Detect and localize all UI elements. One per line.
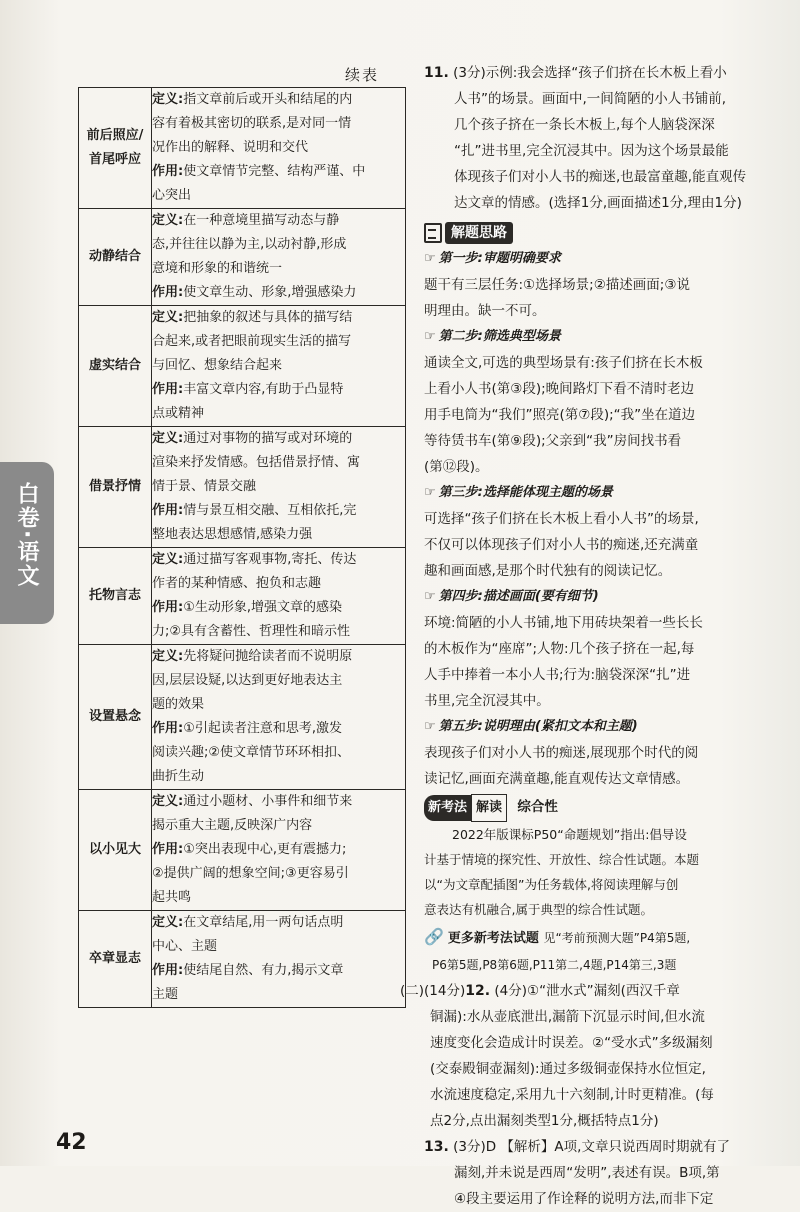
q11-number: 11. (424, 65, 449, 81)
term-use-line: 起共鸣 (152, 890, 192, 905)
new-exam-header (424, 794, 776, 822)
step-line: 等待赁书车(第⑨段);父亲到“我”房间找书看 (424, 433, 682, 449)
term-def-line: 态,并往往以静为主,以动衬静,形成 (152, 237, 347, 252)
term-def-line: 定义:指文章前后或开头和结尾的内 (152, 92, 353, 107)
term-use-line: 主题 (152, 987, 179, 1002)
q12-line: 点2分,点出漏刻类型1分,概括特点1分) (430, 1113, 659, 1129)
new-exam-line: 计基于情境的探究性、开放性、综合性试题。本题 (424, 852, 700, 867)
step-title: ☞ 第四步:描述画面(要有细节) (424, 589, 599, 604)
term-row (79, 911, 406, 1008)
term-def-line: 意境和形象的和谐统一 (152, 261, 283, 276)
q13-number: 13. (424, 1139, 449, 1155)
step-line: 题干有三层任务:①选择场景;②描述画面;③说 (424, 277, 690, 293)
step-line: 人手中捧着一本小人书;行为:脑袋深深“扎”进 (424, 667, 691, 683)
step-line: 趣和画面感,是那个时代独有的阅读记忆。 (424, 563, 672, 579)
q12-line: 水流速度稳定,采用九十六刻制,计时更精准。(每 (430, 1087, 714, 1103)
term-use-line: ②提供广阔的想象空间;③更容易引 (152, 866, 349, 881)
document-icon (424, 223, 442, 243)
term-body (152, 306, 406, 427)
step-title: ☞ 第二步:筛选典型场景 (424, 329, 561, 344)
q11-block (424, 60, 776, 216)
q12-number: 12. (465, 983, 491, 999)
term-def-label: 定义: (152, 649, 184, 664)
term-use-line: 心突出 (152, 188, 192, 203)
term-use-label: 作用: (152, 285, 184, 300)
new-exam-line: 2022年版课标P50“命题规划”指出:倡导设 (452, 827, 687, 842)
side-tab-label: 白卷·语文 (14, 482, 39, 589)
term-row (79, 645, 406, 790)
term-name-line: 借景抒情 (88, 479, 141, 494)
term-use-label: 作用: (152, 842, 184, 857)
steps-list (424, 246, 776, 792)
term-body (152, 88, 406, 209)
terms-table (78, 87, 406, 1008)
q12-line: 铜漏):水从壶底泄出,漏箭下沉显示时间,但水流 (430, 1009, 705, 1025)
term-def-line: 定义:通过对事物的描写或对环境的 (152, 431, 353, 446)
term-name (79, 209, 152, 306)
new-exam-title: 综合性 (517, 799, 558, 815)
term-body (152, 548, 406, 645)
hand-pointer-icon: ☞ (424, 251, 436, 266)
step-title: ☞ 第一步:审题明确要求 (424, 251, 561, 266)
term-use-line: 作用:使文章情节完整、结构严谨、中 (152, 164, 366, 179)
term-name-line: 卒章显志 (88, 951, 141, 966)
term-use-line: 曲折生动 (152, 769, 205, 784)
q12-line: 速度变化会造成计时误差。②“受水式”多级漏刻 (430, 1035, 713, 1051)
hand-pointer-icon: ☞ (424, 329, 436, 344)
term-body (152, 911, 406, 1008)
new-exam-badge (424, 794, 513, 822)
term-row (79, 209, 406, 306)
new-exam-badge-b: 解读 (471, 794, 507, 822)
term-body (152, 790, 406, 911)
term-name (79, 427, 152, 548)
term-row (79, 548, 406, 645)
q11-line: 体现孩子们对小人书的痴迷,也最富童趣,能直观传 (454, 169, 747, 185)
hand-pointer-icon: ☞ (424, 589, 436, 604)
q11-line: 达文章的情感。(选择1分,画面描述1分,理由1分) (454, 195, 742, 211)
side-tab (0, 462, 54, 624)
term-name-line: 虚实结合 (88, 358, 141, 373)
term-use-label: 作用: (152, 963, 184, 978)
term-def-label: 定义: (152, 213, 184, 228)
new-exam-badge-a: 新考法 (424, 795, 471, 821)
q13-line: 13. (3分)D 【解析】A项,文章只说西周时期就有了 (424, 1139, 730, 1155)
q12-line: (二)(14分)12. (4分)①“泄水式”漏刻(西汉千章 (400, 983, 680, 999)
term-def-line: 渲染来抒发情感。包括借景抒情、寓 (152, 455, 361, 470)
term-def-label: 定义: (152, 431, 184, 446)
term-row (79, 427, 406, 548)
step-line: 不仅可以体现孩子们对小人书的痴迷,还充满童 (424, 537, 699, 553)
step-line: 读记忆,画面充满童趣,能直观传达文章情感。 (424, 771, 690, 787)
step-line: 通读全文,可选的典型场景有:孩子们挤在长木板 (424, 355, 703, 371)
step-line: 用手电筒为“我们”照亮(第⑦段);“我”坐在道边 (424, 407, 696, 423)
hand-pointer-icon: ☞ (424, 485, 436, 500)
step-line: 表现孩子们对小人书的痴迷,展现那个时代的阅 (424, 745, 699, 761)
step-line: 上看小人书(第③段);晚间路灯下看不清时老边 (424, 381, 695, 397)
term-def-label: 定义: (152, 794, 184, 809)
term-row (79, 790, 406, 911)
term-body (152, 645, 406, 790)
term-name (79, 306, 152, 427)
term-def-label: 定义: (152, 92, 184, 107)
term-name-line: 前后照应/ (86, 128, 144, 143)
more-label: 更多新考法试题 (447, 931, 539, 946)
q11-line: 几个孩子挤在一条长木板上,每个人脑袋深深 (454, 117, 715, 133)
q12-block (400, 978, 776, 1134)
term-body (152, 427, 406, 548)
term-use-label: 作用: (152, 721, 184, 736)
term-def-line: 定义:通过小题材、小事件和细节来 (152, 794, 353, 809)
page-number: 42 (56, 1130, 87, 1155)
term-name (79, 548, 152, 645)
q11-line: 11. (3分)示例:我会选择“孩子们挤在长木板上看小 (424, 65, 727, 81)
new-exam-line: 以“为文章配插图”为任务载体,将阅读理解与创 (424, 877, 679, 892)
term-def-line: 揭示重大主题,反映深广内容 (152, 818, 313, 833)
step-line: 书里,完全沉浸其中。 (424, 693, 550, 709)
new-exam-line: 意表达有机融合,属于典型的综合性试题。 (424, 902, 653, 917)
q12-prefix: (二)(14分) (400, 983, 466, 999)
term-def-line: 定义:在文章结尾,用一两句话点明 (152, 915, 344, 930)
q12-line: (交泰殿铜壶漏刻):通过多级铜壶保持水位恒定, (430, 1061, 706, 1077)
more-ref2: P6第5题,P8第6题,P11第二,4题,P14第三,3题 (432, 958, 677, 972)
term-name (79, 645, 152, 790)
term-use-label: 作用: (152, 503, 184, 518)
more-questions (424, 924, 776, 952)
q13-block (424, 1134, 776, 1212)
term-name-line: 设置悬念 (88, 709, 141, 724)
term-use-line: 整地表达思想感情,感染力强 (152, 527, 313, 542)
answer-column (400, 60, 776, 1212)
term-use-line: 作用:①生动形象,增强文章的感染 (152, 600, 342, 615)
link-icon: 🔗 (424, 927, 444, 946)
term-def-line: 中心、主题 (152, 939, 218, 954)
term-def-line: 作者的某种情感、抱负和志趣 (152, 576, 322, 591)
term-name-line: 首尾呼应 (88, 152, 141, 167)
term-use-line: 作用:情与景互相交融、互相依托,完 (152, 503, 357, 518)
new-exam-text (424, 822, 776, 922)
term-def-label: 定义: (152, 310, 184, 325)
term-row (79, 88, 406, 209)
term-def-line: 题的效果 (152, 697, 205, 712)
term-use-line: 作用:①引起读者注意和思考,激发 (152, 721, 342, 736)
term-use-label: 作用: (152, 382, 184, 397)
term-use-line: 点或精神 (152, 406, 205, 421)
q11-line: 人书”的场景。画面中,一间简陋的小人书铺前, (454, 91, 727, 107)
more-ref1: 见“考前预测大题”P4第5题, (543, 931, 691, 945)
term-def-line: 定义:通过描写客观事物,寄托、传达 (152, 552, 357, 567)
term-use-line: 作用:丰富文章内容,有助于凸显特 (152, 382, 344, 397)
step-line: (第⑫段)。 (424, 459, 489, 475)
term-row (79, 306, 406, 427)
step-line: 明理由。缺一不可。 (424, 303, 546, 319)
term-def-line: 定义:先将疑问抛给读者而不说明原 (152, 649, 353, 664)
term-def-line: 因,层层设疑,以达到更好地表达主 (152, 673, 343, 688)
step-title: ☞ 第五步:说明理由(紧扣文本和主题) (424, 719, 638, 734)
term-name (79, 88, 152, 209)
term-name-line: 托物言志 (88, 588, 141, 603)
term-name-line: 以小见大 (88, 842, 141, 857)
term-def-line: 定义:把抽象的叙述与具体的描写结 (152, 310, 353, 325)
term-def-line: 定义:在一种意境里描写动态与静 (152, 213, 340, 228)
term-def-line: 与回忆、想象结合起来 (152, 358, 283, 373)
term-use-line: 作用:使结尾自然、有力,揭示文章 (152, 963, 344, 978)
term-def-line: 容有着极其密切的联系,是对同一情 (152, 116, 352, 131)
term-def-line: 合起来,或者把眼前现实生活的描写 (152, 334, 352, 349)
thinking-header (424, 220, 776, 246)
term-use-line: 作用:①突出表现中心,更有震撼力; (152, 842, 347, 857)
term-def-label: 定义: (152, 915, 184, 930)
term-use-line: 作用:使文章生动、形象,增强感染力 (152, 285, 357, 300)
term-def-label: 定义: (152, 552, 184, 567)
term-use-label: 作用: (152, 164, 184, 179)
q11-line: “扎”进书里,完全沉浸其中。因为这个场景最能 (454, 143, 729, 159)
continued-label: 续表 (345, 66, 380, 84)
term-name (79, 790, 152, 911)
term-use-label: 作用: (152, 600, 184, 615)
thinking-title: 解题思路 (445, 222, 513, 244)
term-def-line: 况作出的解释、说明和交代 (152, 140, 309, 155)
term-def-line: 情于景、情景交融 (152, 479, 257, 494)
q13-line: ④段主要运用了作诠释的说明方法,而非下定 (454, 1191, 714, 1207)
step-line: 可选择“孩子们挤在长木板上看小人书”的场景, (424, 511, 699, 527)
term-body (152, 209, 406, 306)
step-title: ☞ 第三步:选择能体现主题的场景 (424, 485, 613, 500)
term-name-line: 动静结合 (88, 249, 141, 264)
hand-pointer-icon: ☞ (424, 719, 436, 734)
term-name (79, 911, 152, 1008)
step-line: 环境:简陋的小人书铺,地下用砖块架着一些长长 (424, 615, 703, 631)
q13-line: 漏刻,并未说是西周“发明”,表述有误。B项,第 (454, 1165, 720, 1181)
term-use-line: 力;②具有含蓄性、哲理性和暗示性 (152, 624, 351, 639)
step-line: 的木板作为“座席”;人物:几个孩子挤在一起,每 (424, 641, 695, 657)
term-use-line: 阅读兴趣;②使文章情节环环相扣、 (152, 745, 351, 760)
